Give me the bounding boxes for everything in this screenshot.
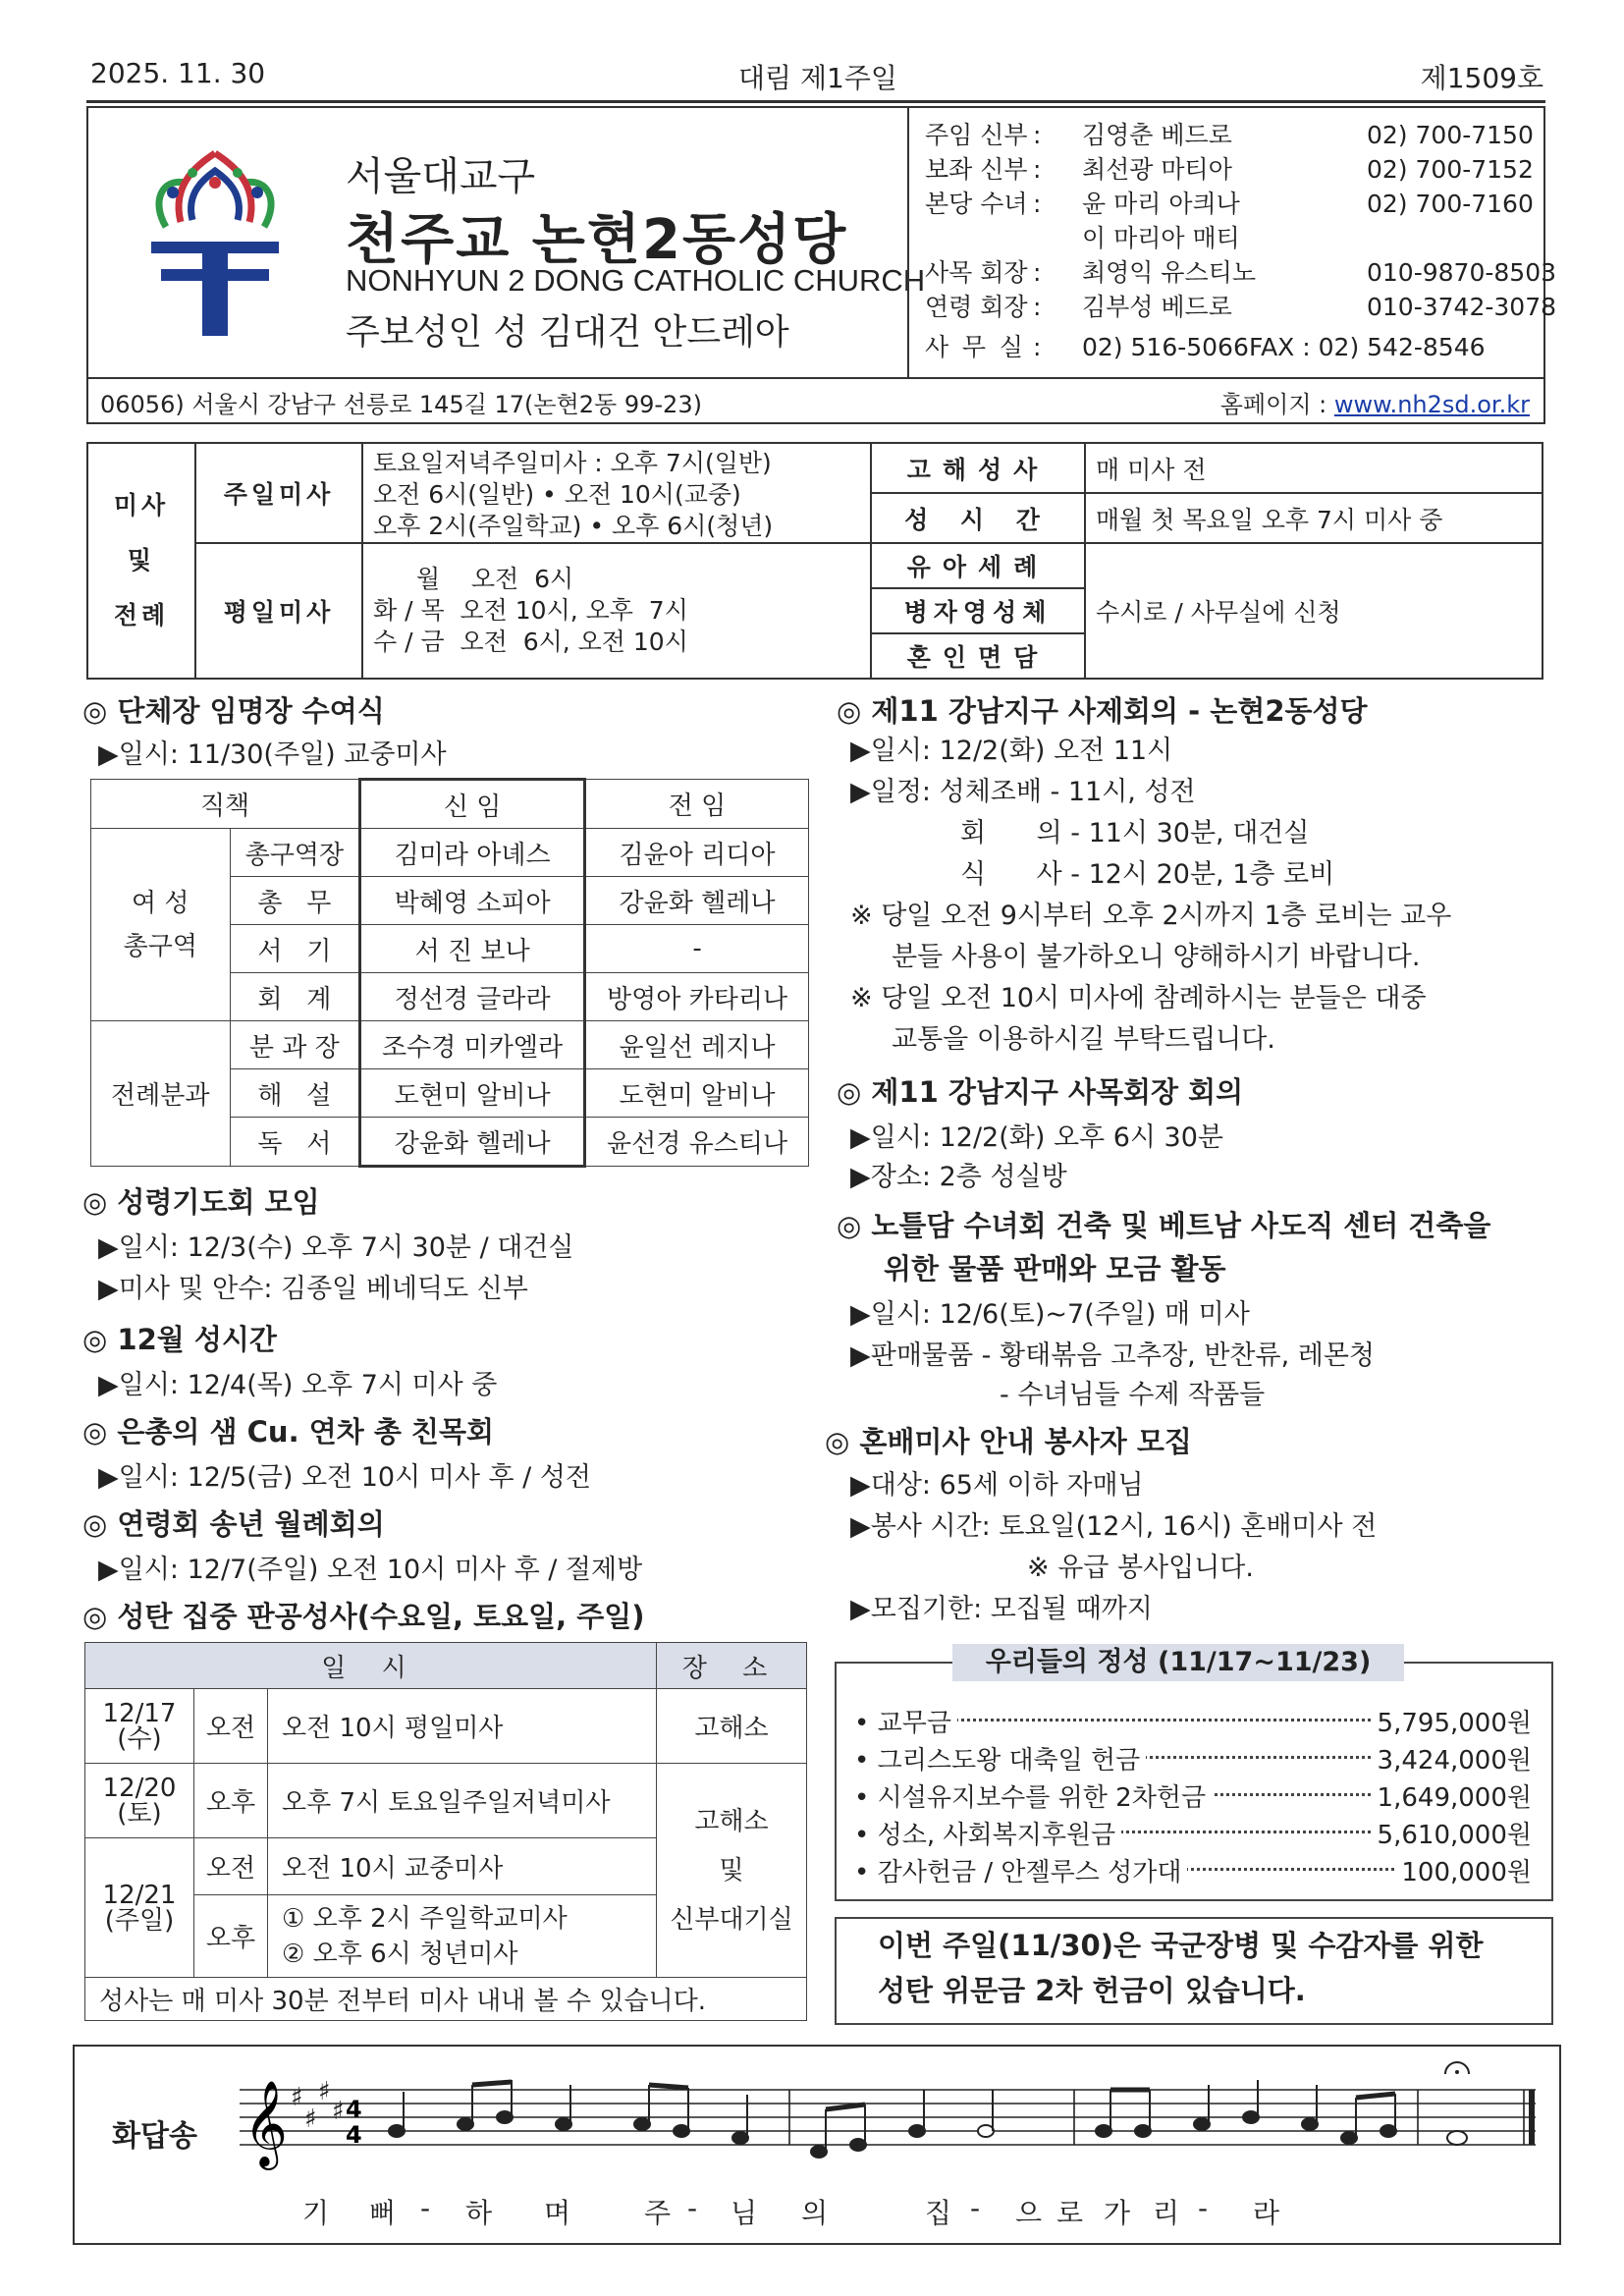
homepage: 홈페이지 : www.nh2sd.or.kr xyxy=(1219,391,1530,418)
homepage-link[interactable]: www.nh2sd.or.kr xyxy=(1333,391,1530,418)
church-header: 서울대교구 천주교 논현2동성당 NONHYUN 2 DONG CATHOLIC CHURCH 주보성인 성 김대건 안드레아 주임 신부 : 김영춘 베드로 02) 700-7150 보좌 신부 : 최선광 마티아 02) 700-7152 본당 수녀 : 윤 마리 아킈나 02) 700-7160 이 마리아 매티 사목 회장 : 최영익 유스티노 010-9870-8503 연령 회장 : 김부성 베드로 010-3742-3078 사 무 실 : 02) 516-5066 FAX : 02) 542-8546 xyxy=(86,106,1545,379)
section-title: ◎ 혼배미사 안내 봉사자 모집 xyxy=(825,1425,1192,1458)
section-title: ◎ 노틀담 수녀회 건축 및 베트남 사도직 센터 건축을 xyxy=(837,1209,1491,1242)
sunday-mass-times: 토요일저녁주일미사 : 오후 7시(일반) 오전 6시(일반) • 오전 10시(교중) 오후 2시(주일학교) • 오후 6시(청년) xyxy=(362,443,871,543)
priest-meeting-details: ▶일시: 12/2(화) 오전 11시 ▶일정: 성체조배 - 11시, 성전 회 의 - 11시 30분, 대건실 식 사 - 12시 20분, 1층 로비 ※ 당일 오전 9시부터 오후 2시까지 1층 로비는 교우 분들 사용이 불가하오니 양해하시기 바랍니다. ※ 당일 오전 10시 미사에 참례하시는 분들은 대중 교통을 이용하시길 부탁드립니다. xyxy=(850,736,1452,1055)
svg-text:♯: ♯ xyxy=(304,2105,317,2134)
header-divider xyxy=(907,108,909,377)
music-staff xyxy=(240,2060,1545,2178)
offering-line: • 성소, 사회복지후원금 5,610,000원 xyxy=(854,1815,1532,1851)
offering-line: • 그리스도왕 대축일 헌금 3,424,000원 xyxy=(854,1740,1532,1777)
officers-table: 직책 신 임 전 임 여 성 총구역 총구역장 김미라 아녜스 김윤아 리디아 총 무 박혜영 소피아 강윤화 헬레나 서 기 서 진 보나 - 회 계 정선경 글라라 방영아 카타리나 전례분과 분 과 장 조수경 미카엘라 윤일선 레지나 해 설 도현미 알비나 도현미 알비나 독 서 강윤화 헬레나 윤선경 유스티나 xyxy=(90,778,809,1168)
section-title: ◎ 연령회 송년 월례회의 xyxy=(82,1507,385,1541)
confession-title: ◎ 성탄 집중 판공성사(수요일, 토요일, 주일) xyxy=(82,1600,645,1633)
section-title: ◎ 제11 강남지구 사제회의 - 논현2동성당 xyxy=(837,694,1368,728)
issue-number: 제1509호 xyxy=(1420,62,1543,94)
weekday-mass-times: 월 오전 6시 화 / 목 오전 10시, 오후 7시 수 / 금 오전 6시, 오전 10시 xyxy=(362,543,871,679)
section-title: ◎ 제11 강남지구 사목회장 회의 xyxy=(837,1075,1244,1109)
group-name: 전례분과 xyxy=(91,1021,231,1167)
time-signature-top: 4 xyxy=(346,2096,362,2123)
address-bar xyxy=(86,377,1545,424)
col-header: 장 소 xyxy=(657,1643,807,1689)
sacrament-label: 유아세례 xyxy=(871,543,1085,588)
svg-text:♯: ♯ xyxy=(318,2077,331,2106)
time-signature-bottom: 4 xyxy=(346,2121,362,2149)
liturgical-season: 대림 제1주일 xyxy=(738,62,897,94)
church-english-name: NONHYUN 2 DONG CATHOLIC CHURCH xyxy=(346,263,926,298)
weekday-mass-label: 평일미사 xyxy=(195,543,362,679)
group-name: 여 성 총구역 xyxy=(91,829,231,1021)
top-rule xyxy=(86,100,1545,103)
svg-text:♯: ♯ xyxy=(332,2097,345,2126)
treble-clef-icon: 𝄞 xyxy=(244,2079,288,2166)
sacrament-value: 매월 첫 목요일 오후 7시 미사 중 xyxy=(1085,493,1543,543)
sacrament-label: 혼인면담 xyxy=(871,633,1085,679)
col-header: 직책 xyxy=(91,780,360,829)
collection-notice: 이번 주일(11/30)은 국군장병 및 수감자를 위한 성탄 위문금 2차 헌금이 있습니다. xyxy=(835,1917,1553,2025)
church-name: 천주교 논현2동성당 xyxy=(346,208,848,272)
col-header: 일 시 xyxy=(85,1643,657,1689)
offering-line: • 시설유지보수를 위한 2차헌금 1,649,000원 xyxy=(854,1777,1532,1814)
sacrament-label: 성 시 간 xyxy=(871,493,1085,543)
sacrament-label: 병자영성체 xyxy=(871,588,1085,633)
mass-category: 미사 및 전례 xyxy=(87,443,195,679)
church-logo-icon xyxy=(132,143,298,340)
col-header: 신 임 xyxy=(360,780,585,829)
installation-date: ▶일시: 11/30(주일) 교중미사 xyxy=(98,739,447,770)
section-title-cont: 위한 물품 판매와 모금 활동 xyxy=(884,1252,1226,1285)
sacrament-value: 매 미사 전 xyxy=(1085,443,1543,493)
offering-title: 우리들의 정성 (11/17~11/23) xyxy=(952,1644,1404,1681)
patron-saint: 주보성인 성 김대건 안드레아 xyxy=(346,312,789,353)
offering-line: • 감사헌금 / 안젤루스 성가대 100,000원 xyxy=(854,1852,1532,1888)
sacrament-label: 고해성사 xyxy=(871,443,1085,493)
diocese-name: 서울대교구 xyxy=(346,154,536,199)
church-address: 06056) 서울시 강남구 선릉로 145길 17(논현2동 99-23) xyxy=(100,391,702,418)
sunday-mass-label: 주일미사 xyxy=(195,443,362,543)
sacrament-value: 수시로 / 사무실에 신청 xyxy=(1085,543,1543,679)
confession-table: 일 시 장 소 12/17 (수) 오전 오전 10시 평일미사 고해소 12/20 (토) 오후 오후 7시 토요일주일저녁미사 고해소 및 신부대기실 12/21 (주일) 오전 오전 10시 교중미사 오후 ① 오후 2시 주일학교미사 ② 오후 6시 청년미사 성사는 매 미사 30분 전부터 미사 내내 볼 수 있습니다. xyxy=(84,1642,807,2021)
confession-footer: 성사는 매 미사 30분 전부터 미사 내내 볼 수 있습니다. xyxy=(85,1978,807,2021)
col-header: 전 임 xyxy=(585,780,809,829)
offering-line: • 교무금 5,795,000원 xyxy=(854,1703,1532,1739)
offering-box xyxy=(835,1647,1553,1901)
bulletin-date: 2025. 11. 30 xyxy=(90,57,266,89)
section-title: ◎ 12월 성시간 xyxy=(82,1323,277,1356)
svg-text:♯: ♯ xyxy=(291,2083,303,2112)
responsorial-psalm: 화답송 𝄞 ♯ ♯ ♯ ♯ 4 4 기 뻐 - 하 며 주 - 님 의 집 - 으 로 가 리 - 라 xyxy=(73,2045,1561,2245)
section-title: ◎ 성령기도회 모임 xyxy=(82,1185,320,1219)
psalm-label: 화답송 xyxy=(112,2119,197,2154)
installation-title: ◎ 단체장 임명장 수여식 xyxy=(82,694,385,728)
section-title: ◎ 은총의 샘 Cu. 연차 총 친목회 xyxy=(82,1415,494,1449)
mass-schedule-table xyxy=(86,442,1543,680)
